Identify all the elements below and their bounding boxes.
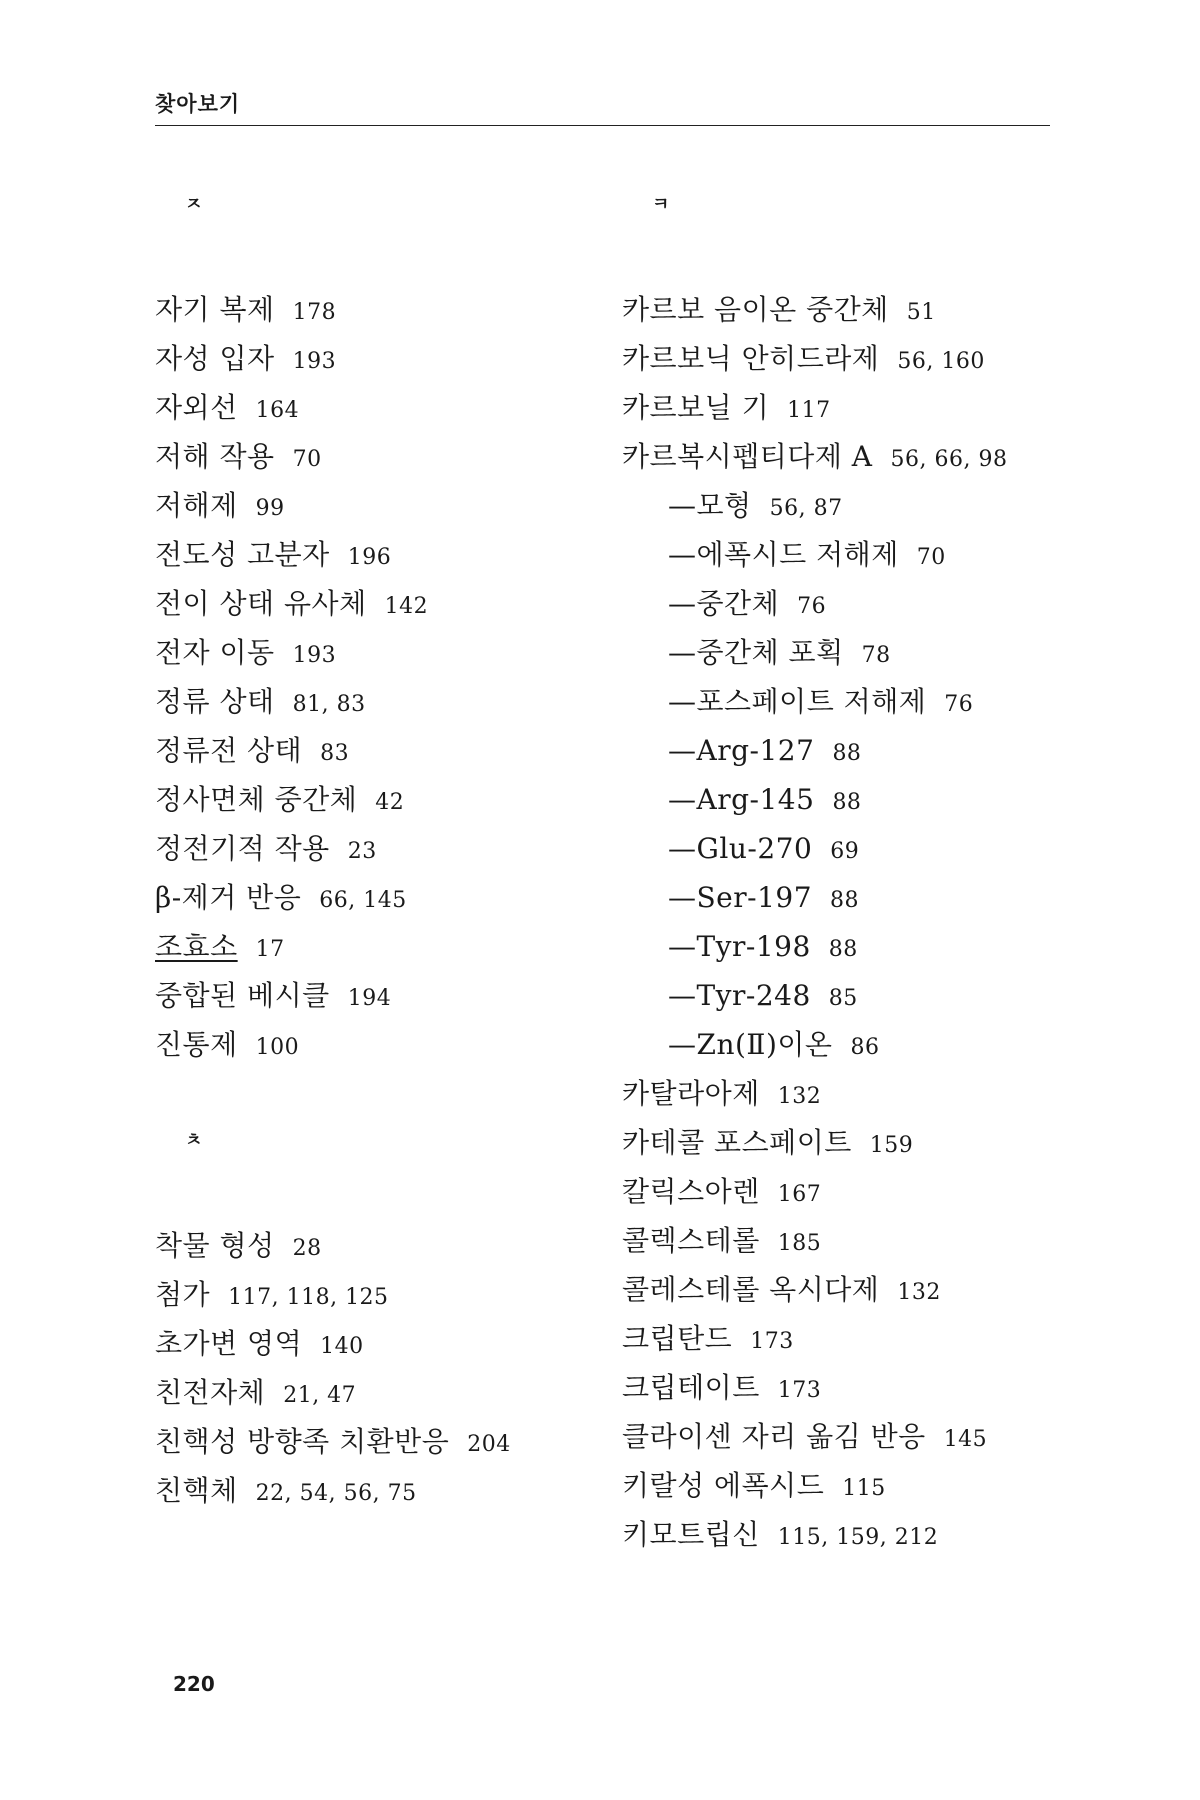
entry-pages: 185 xyxy=(777,1231,822,1256)
index-entry xyxy=(155,481,625,530)
entry-term: —Tyr-198 xyxy=(668,930,811,963)
index-entry xyxy=(622,1118,1092,1167)
entry-term: 정류 상태 xyxy=(155,685,275,718)
index-subentry xyxy=(622,677,1092,726)
index-entry xyxy=(622,1265,1092,1314)
running-header: 찾아보기 xyxy=(155,92,241,116)
entry-term: 카르보닐 기 xyxy=(622,391,770,424)
entry-term: 조효소 xyxy=(155,930,238,963)
entry-term: 친핵체 xyxy=(155,1474,238,1507)
entry-term: 콜레스테롤 옥시다제 xyxy=(622,1273,880,1306)
index-entry xyxy=(155,677,625,726)
index-entry xyxy=(155,971,625,1020)
entry-term: 저해제 xyxy=(155,489,238,522)
index-subentry xyxy=(622,775,1092,824)
entry-pages: 70 xyxy=(292,447,322,472)
entry-pages: 115, 159, 212 xyxy=(777,1525,939,1550)
entry-term: 전이 상태 유사체 xyxy=(155,587,367,620)
entry-pages: 83 xyxy=(320,741,350,766)
entry-pages: 100 xyxy=(255,1035,300,1060)
entry-pages: 21, 47 xyxy=(283,1383,357,1408)
entry-pages: 28 xyxy=(292,1236,322,1261)
entry-term: —Arg-127 xyxy=(668,734,815,767)
index-entry xyxy=(155,824,625,873)
entry-term: 크립테이트 xyxy=(622,1371,760,1404)
entry-pages: 56, 87 xyxy=(769,496,843,521)
entry-pages: 70 xyxy=(916,545,946,570)
entry-term: —중간체 xyxy=(668,587,780,620)
entry-pages: 132 xyxy=(777,1084,822,1109)
entry-term: 카테콜 포스페이트 xyxy=(622,1126,852,1159)
index-column-left xyxy=(155,195,625,1515)
entry-pages: 88 xyxy=(832,790,862,815)
entry-pages: 69 xyxy=(830,839,860,864)
index-section xyxy=(155,195,625,1069)
index-entry xyxy=(622,383,1092,432)
index-entry xyxy=(622,285,1092,334)
entry-term: 친전자체 xyxy=(155,1376,266,1409)
entry-term: 자외선 xyxy=(155,391,238,424)
entry-pages: 167 xyxy=(777,1182,822,1207)
entry-pages: 204 xyxy=(467,1432,511,1457)
index-entry xyxy=(155,1417,625,1466)
index-subentry xyxy=(622,922,1092,971)
entry-term: 칼릭스아렌 xyxy=(622,1175,760,1208)
entry-term: 자기 복제 xyxy=(155,293,275,326)
index-entry xyxy=(155,285,625,334)
index-entry xyxy=(155,1368,625,1417)
entry-pages: 164 xyxy=(255,398,300,423)
entry-term: 친핵성 방향족 치환반응 xyxy=(155,1425,450,1458)
entry-term: 크립탄드 xyxy=(622,1322,733,1355)
index-entry xyxy=(622,1461,1092,1510)
entry-term: 카르보 음이온 중간체 xyxy=(622,293,889,326)
index-entry xyxy=(155,1319,625,1368)
index-entry xyxy=(155,628,625,677)
index-entry xyxy=(155,383,625,432)
index-entry xyxy=(622,1069,1092,1118)
entry-pages: 66, 145 xyxy=(319,888,407,913)
entry-term: —Zn(Ⅱ)이온 xyxy=(668,1028,833,1061)
entry-pages: 194 xyxy=(347,986,392,1011)
entry-pages: 17 xyxy=(255,937,285,962)
entry-term: 키모트립신 xyxy=(622,1518,760,1551)
entry-term: —포스페이트 저해제 xyxy=(668,685,927,718)
entry-term: 초가변 영역 xyxy=(155,1327,303,1360)
index-entry xyxy=(622,1216,1092,1265)
entry-term: 저해 작용 xyxy=(155,440,275,473)
entry-term: 중합된 베시클 xyxy=(155,979,330,1012)
index-subentry xyxy=(622,873,1092,922)
entry-term: 정전기적 작용 xyxy=(155,832,330,865)
entry-pages: 132 xyxy=(897,1280,941,1305)
entry-term: —Glu-270 xyxy=(668,832,813,865)
entry-pages: 56, 66, 98 xyxy=(890,447,1008,472)
index-entry xyxy=(155,530,625,579)
entry-pages: 193 xyxy=(292,349,337,374)
index-entry xyxy=(155,432,625,481)
entry-term: 자성 입자 xyxy=(155,342,275,375)
entry-term: —에폭시드 저해제 xyxy=(668,538,899,571)
entry-pages: 85 xyxy=(828,986,858,1011)
page-number: 220 xyxy=(173,1672,215,1696)
entry-term: 카르보닉 안히드라제 xyxy=(622,342,880,375)
index-entry xyxy=(622,1363,1092,1412)
index-entry xyxy=(622,1167,1092,1216)
index-entry xyxy=(622,432,1092,481)
entry-pages: 42 xyxy=(375,790,405,815)
index-entry xyxy=(155,922,625,971)
entry-pages: 115 xyxy=(842,1476,886,1501)
entry-term: 첨가 xyxy=(155,1278,211,1311)
index-subentry xyxy=(622,1020,1092,1069)
entry-term: 진통제 xyxy=(155,1028,238,1061)
entry-term: 키랄성 에폭시드 xyxy=(622,1469,825,1502)
entry-pages: 196 xyxy=(347,545,392,570)
entry-pages: 56, 160 xyxy=(897,349,985,374)
index-entry xyxy=(155,775,625,824)
entry-term: β-제거 반응 xyxy=(155,881,302,914)
entry-term: 카탈라아제 xyxy=(622,1077,760,1110)
entry-pages: 88 xyxy=(828,937,858,962)
entry-term: 전자 이동 xyxy=(155,636,275,669)
index-entry xyxy=(155,334,625,383)
entry-term: 착물 형성 xyxy=(155,1229,275,1262)
entry-pages: 117, 118, 125 xyxy=(228,1285,389,1310)
entry-pages: 173 xyxy=(777,1378,822,1403)
entry-pages: 88 xyxy=(832,741,862,766)
section-letter: ㅊ xyxy=(185,1130,203,1151)
index-subentry xyxy=(622,726,1092,775)
index-column-right xyxy=(622,195,1092,1559)
entry-pages: 159 xyxy=(869,1133,914,1158)
entry-pages: 140 xyxy=(320,1334,364,1359)
index-entry xyxy=(622,1510,1092,1559)
index-entry xyxy=(155,579,625,628)
index-subentry xyxy=(622,481,1092,530)
entry-term: —모형 xyxy=(668,489,752,522)
entry-pages: 145 xyxy=(943,1427,988,1452)
section-letter: ㅈ xyxy=(185,194,203,215)
entry-pages: 78 xyxy=(861,643,891,668)
index-section xyxy=(155,1131,625,1515)
entry-term: 카르복시펩티다제 A xyxy=(622,440,873,473)
header-rule xyxy=(155,125,1050,126)
index-entry xyxy=(155,1270,625,1319)
entry-pages: 22, 54, 56, 75 xyxy=(255,1481,417,1506)
entry-pages: 88 xyxy=(830,888,860,913)
index-entry xyxy=(622,334,1092,383)
index-entry xyxy=(155,1466,625,1515)
index-subentry xyxy=(622,824,1092,873)
entry-pages: 76 xyxy=(944,692,974,717)
entry-term: —Arg-145 xyxy=(668,783,815,816)
entry-pages: 173 xyxy=(750,1329,794,1354)
section-letter: ㅋ xyxy=(652,194,670,215)
entry-term: 전도성 고분자 xyxy=(155,538,330,571)
index-entry xyxy=(155,726,625,775)
entry-pages: 86 xyxy=(850,1035,880,1060)
entry-term: —Tyr-248 xyxy=(668,979,811,1012)
entry-pages: 142 xyxy=(384,594,429,619)
entry-pages: 51 xyxy=(906,300,936,325)
index-entry xyxy=(155,873,625,922)
index-subentry xyxy=(622,530,1092,579)
entry-pages: 99 xyxy=(255,496,285,521)
entry-pages: 193 xyxy=(292,643,337,668)
entry-term: —Ser-197 xyxy=(668,881,813,914)
entry-term: —중간체 포획 xyxy=(668,636,844,669)
entry-pages: 76 xyxy=(797,594,827,619)
index-entry xyxy=(622,1314,1092,1363)
entry-term: 클라이센 자리 옮김 반응 xyxy=(622,1420,926,1453)
index-subentry xyxy=(622,579,1092,628)
entry-term: 정류전 상태 xyxy=(155,734,303,767)
index-subentry xyxy=(622,971,1092,1020)
entry-term: 콜렉스테롤 xyxy=(622,1224,760,1257)
index-section xyxy=(622,195,1092,1559)
entry-term: 정사면체 중간체 xyxy=(155,783,358,816)
entry-pages: 81, 83 xyxy=(292,692,366,717)
index-entry xyxy=(622,1412,1092,1461)
entry-pages: 178 xyxy=(292,300,337,325)
index-entry xyxy=(155,1020,625,1069)
entry-pages: 23 xyxy=(347,839,377,864)
entry-pages: 117 xyxy=(787,398,831,423)
index-subentry xyxy=(622,628,1092,677)
index-entry xyxy=(155,1221,625,1270)
